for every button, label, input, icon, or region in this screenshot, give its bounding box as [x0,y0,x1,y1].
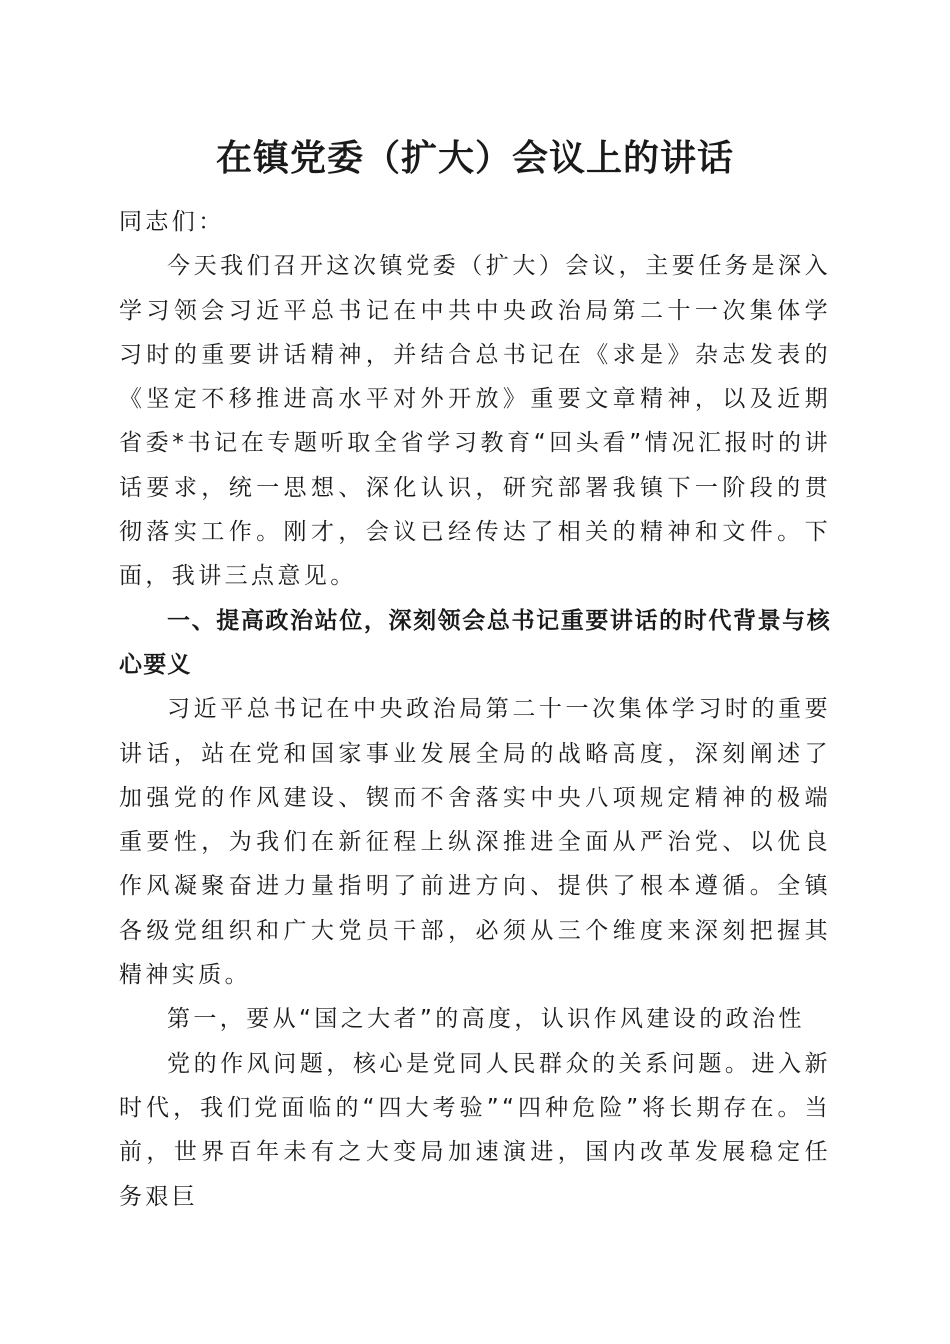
section-heading-1: 一、提高政治站位，深刻领会总书记重要讲话的时代背景与核心要义 [119,607,831,678]
document-body [119,200,831,1219]
document-title: 在镇党委（扩大）会议上的讲话 [215,137,734,179]
paragraph-section-1: 习近平总书记在中央政治局第二十一次集体学习时的重要讲话，站在党和国家事业发展全局的战略高度，深刻阐述了加强党的作风建设、锲而不舍落实中央八项规定精神的极端重要性，为我们在新征程上纵深推进全面从严治党、以优良作风凝聚奋进力量指明了前进方向、提供了根本遵循。全镇各级党组织和广大党员干部，必须从三个维度来深刻把握其精神实质。 [119,696,831,989]
greeting: 同志们： [119,209,225,235]
subheading-first: 第一，要从“国之大者”的高度，认识作风建设的政治性 [167,1006,805,1033]
paragraph-first: 党的作风问题，核心是党同人民群众的关系问题。进入新时代，我们党面临的“四大考验”“四种危险”将长期存在。当前，世界百年未有之大变局加速演进，国内改革发展稳定任务艰巨 [119,1050,831,1210]
paragraph-intro: 今天我们召开这次镇党委（扩大）会议，主要任务是深入学习领会习近平总书记在中共中央政治局第二十一次集体学习时的重要讲话精神，并结合总书记在《求是》杂志发表的《坚定不移推进高水平对外开放》重要文章精神，以及近期省委*书记在专题听取全省学习教育“回头看”情况汇报时的讲话要求，统一思想、深化认识，研究部署我镇下一阶段的贯彻落实工作。刚才，会议已经传达了相关的精神和文件。下面，我讲三点意见。 [119,253,831,590]
